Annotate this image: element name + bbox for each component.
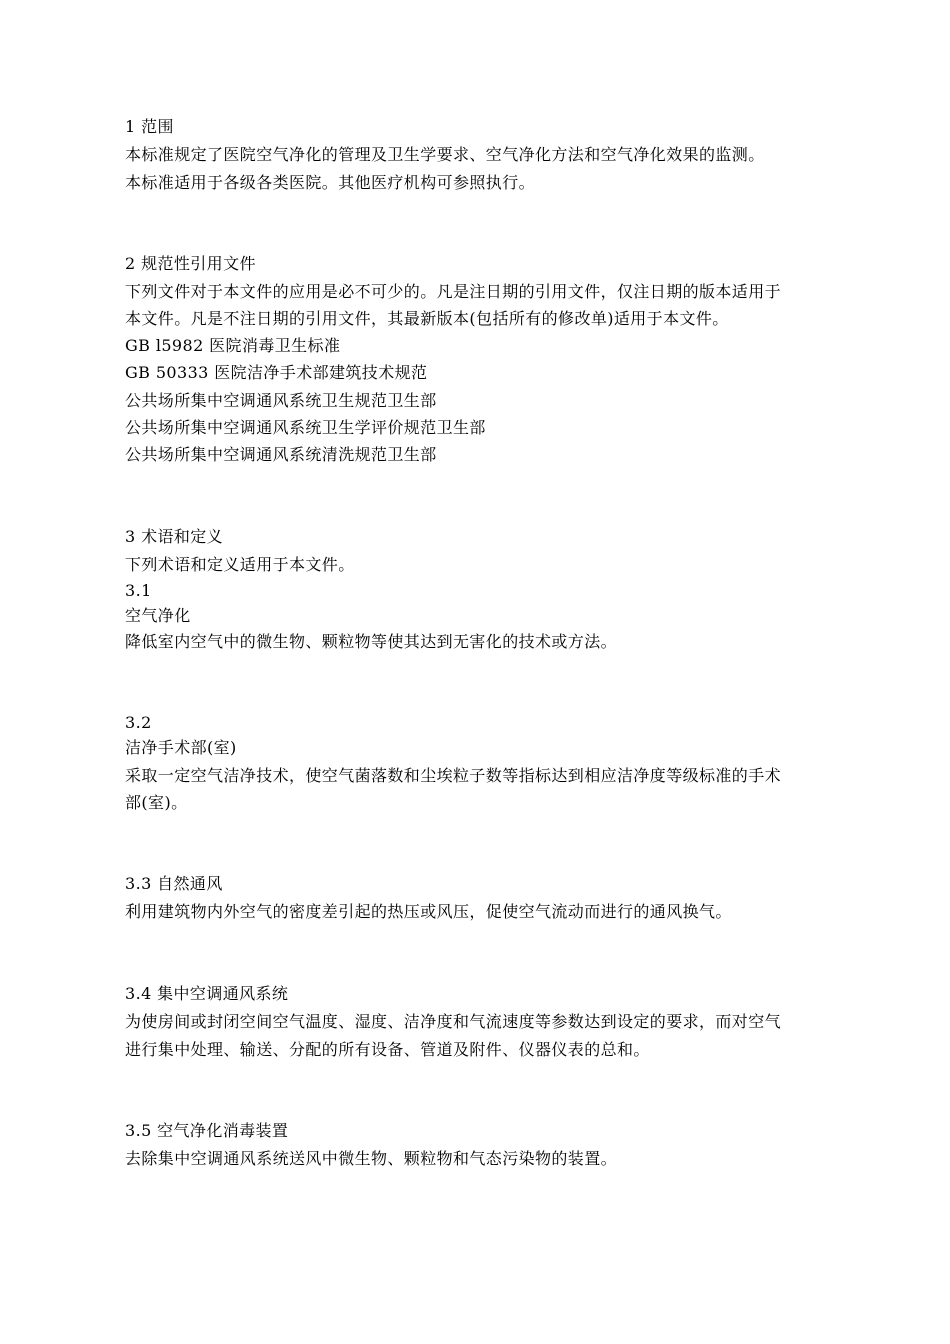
term-definition: 进行集中处理、输送、分配的所有设备、管道及附件、仪器仪表的总和。 (125, 1040, 650, 1059)
reference-item: GB l5982 医院消毒卫生标准 (125, 336, 341, 355)
term-definition: 降低室内空气中的微生物、颗粒物等使其达到无害化的技术或方法。 (125, 632, 618, 651)
section-heading-1: 1 范围 (125, 117, 174, 136)
term-title: 空气净化 (125, 606, 191, 625)
paragraph-line: 本标准规定了医院空气净化的管理及卫生学要求、空气净化方法和空气净化效果的监测。 (125, 145, 765, 164)
paragraph-line: 本文件。凡是不注日期的引用文件，其最新版本(包括所有的修改单)适用于本文件。 (125, 309, 729, 328)
term-definition: 采取一定空气洁净技术，使空气菌落数和尘埃粒子数等指标达到相应洁净度等级标准的手术 (125, 766, 782, 785)
reference-item: GB 50333 医院洁净手术部建筑技术规范 (125, 363, 428, 382)
term-definition: 部(室)。 (125, 793, 188, 812)
clause-number: 3.2 (125, 713, 152, 732)
clause-number: 3.1 (125, 581, 152, 600)
section-heading-2: 2 规范性引用文件 (125, 254, 256, 273)
paragraph-line: 下列术语和定义适用于本文件。 (125, 555, 355, 574)
paragraph-line: 本标准适用于各级各类医院。其他医疗机构可参照执行。 (125, 173, 536, 192)
term-definition: 为使房间或封闭空间空气温度、湿度、洁净度和气流速度等参数达到设定的要求，而对空气 (125, 1012, 782, 1031)
term-definition: 利用建筑物内外空气的密度差引起的热压或风压，促使空气流动而进行的通风换气。 (125, 902, 732, 921)
section-heading-3: 3 术语和定义 (125, 527, 224, 546)
reference-item: 公共场所集中空调通风系统卫生规范卫生部 (125, 391, 437, 410)
term-title: 洁净手术部(室) (125, 738, 237, 757)
term-definition: 去除集中空调通风系统送风中微生物、颗粒物和气态污染物的装置。 (125, 1149, 618, 1168)
reference-item: 公共场所集中空调通风系统卫生学评价规范卫生部 (125, 418, 486, 437)
paragraph-line: 下列文件对于本文件的应用是必不可少的。凡是注日期的引用文件，仅注日期的版本适用于 (125, 282, 782, 301)
term-heading: 3.3 自然通风 (125, 874, 223, 893)
term-heading: 3.4 集中空调通风系统 (125, 984, 289, 1003)
term-heading: 3.5 空气净化消毒装置 (125, 1121, 289, 1140)
reference-item: 公共场所集中空调通风系统清洗规范卫生部 (125, 445, 437, 464)
